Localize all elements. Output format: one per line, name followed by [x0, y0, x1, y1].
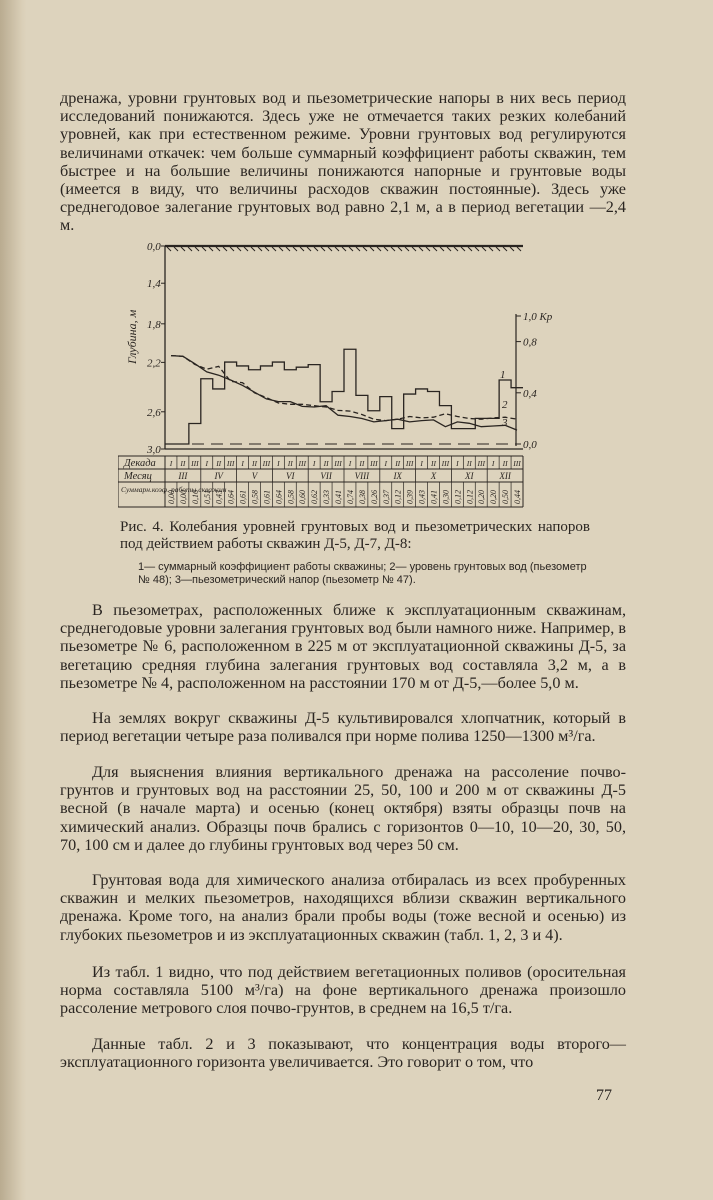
- dekada-cell: I: [384, 459, 388, 468]
- month-cell: IV: [214, 471, 223, 481]
- paragraph-7: Данные табл. 2 и 3 показывают, что концентрация воды второго—эксплуатационного горизонта увеличивается. Это говорит о том, что: [60, 1035, 626, 1072]
- coef-cell: 0,20: [489, 490, 499, 504]
- dekada-cell: II: [466, 459, 472, 468]
- y-tick-right-label: 0,0: [523, 439, 537, 451]
- coef-cell: 0,41: [334, 490, 344, 504]
- paragraph-5: Грунтовая вода для химического анализа отбиралась из всех пробуренных скважин и мелких пьезометров, находящихся вблизи скважин вертикального дренажа. Кроме того, на анализ брали пробы воды (тоже весной и осенью) из глубоких пьезометров и из эксплуатационных скважин (табл. 1, 2, 3 и 4).: [60, 871, 626, 944]
- coef-cell: 0,37: [381, 490, 391, 504]
- dekada-cell: II: [252, 459, 257, 468]
- dekada-cell: III: [405, 459, 414, 468]
- month-cell: IX: [393, 471, 402, 481]
- coef-cell: 0,44: [513, 490, 523, 504]
- month-cell: VIII: [354, 471, 370, 481]
- figure-caption-title: Рис. 4. Колебания уровней грунтовых вод и пьезометрических напоров под действием работы скважин Д-5, Д-7, Д-8:: [120, 519, 590, 552]
- coef-cell: 0,50: [501, 490, 511, 504]
- coef-cell: 0,41: [429, 490, 439, 504]
- coef-cell: 0,61: [262, 490, 272, 504]
- y-tick-left-label: 1,4: [147, 278, 161, 291]
- coef-cell: 0,43: [214, 490, 224, 504]
- coef-cell: 0,26: [369, 490, 379, 504]
- y-tick-left-label: 2,6: [147, 406, 161, 419]
- y-tick-left-label: 3,0: [147, 444, 161, 456]
- dekada-cell: II: [323, 459, 329, 468]
- dekada-cell: I: [241, 459, 244, 468]
- dekada-cell: III: [370, 459, 378, 468]
- figure-4-chart: [118, 236, 558, 508]
- paragraph-4: Для выяснения влияния вертикального дренажа на рассоление почво-грунтов и грунтовых вод на расстоянии 25, 50, 100 и 200 м от скважины Д-5 весной (в начале марта) и осенью (конец октября) взяты образцы почв на химический анализ. Образцы почв брались с горизонтов 0—10, 10—20, 30, 50, 70, 100 см и далее до глубины грунтовых вод через 50 см.: [60, 763, 626, 854]
- dekada-cell: III: [477, 459, 485, 468]
- coef-cell: 0,16: [190, 490, 200, 504]
- row-label-month: Месяц: [124, 471, 152, 482]
- coef-cell: 0,12: [393, 490, 403, 504]
- dekada-cell: III: [334, 459, 342, 468]
- y-axis-label: Глубина, м: [125, 309, 139, 364]
- month-cell: VII: [320, 471, 332, 481]
- dekada-cell: III: [298, 459, 306, 468]
- paragraph-2: В пьезометрах, расположенных ближе к эксплуатационным скважинам, среднегодовые уровни залегания грунтовых вод были намного ниже. Например, в пьезометре № 6, расположенном в 225 м от эксплуатационной скважины Д-5, за вегетацию средняя глубина залегания грунтовых вод составляла 3,2 м, а в пьезометре № 4, расположенном на расстоянии 170 м от Д-5,—более 5,0 м.: [60, 601, 626, 692]
- dekada-cell: II: [431, 459, 436, 468]
- y-tick-right-label: 0,4: [523, 387, 537, 400]
- dekada-cell: III: [513, 459, 521, 468]
- series-1-step-line: [165, 349, 523, 444]
- curve-label-1: 1: [500, 369, 506, 381]
- month-cell: V: [251, 471, 258, 481]
- row-label-dekada: Декада: [124, 458, 156, 469]
- y-tick-left-label: 0,0: [147, 241, 161, 253]
- month-cell: X: [430, 471, 437, 481]
- coef-cell: 0,39: [405, 490, 415, 504]
- dekada-cell: I: [312, 459, 316, 468]
- month-cell: XI: [465, 471, 474, 481]
- dekada-cell: III: [226, 459, 235, 468]
- dekada-cell: I: [348, 459, 352, 468]
- month-cell: III: [178, 471, 188, 481]
- dekada-cell: II: [287, 459, 293, 468]
- figure-legend: 1— суммарный коэффициент работы скважины; 2— уровень грунтовых вод (пьезометр № 48); 3—пьезометрический напор (пьезометр № 47).: [138, 561, 587, 586]
- dekada-cell: II: [502, 459, 508, 468]
- y-tick-right-label: 1,0 Кр: [523, 311, 553, 323]
- coef-cell: 0,62: [310, 490, 320, 504]
- y-tick-left-label: 1,8: [147, 318, 161, 331]
- row-label-coef: Суммарн.коэф. работы скважин: [121, 485, 227, 494]
- paragraph-3: На землях вокруг скважины Д-5 культивировался хлопчатник, который в период вегетации четыре раза поливался при норме полива 1250—1300 м³/га.: [60, 709, 626, 746]
- coef-cell: 0,00: [178, 490, 188, 504]
- curve-label-2: 2: [502, 399, 508, 411]
- coef-cell: 0,64: [274, 490, 284, 504]
- ground-hatching: [167, 247, 521, 251]
- coef-cell: 0,43: [417, 490, 427, 504]
- coef-cell: 0,30: [441, 490, 451, 504]
- dekada-cell: I: [169, 459, 173, 468]
- coef-cell: 0,74: [345, 490, 355, 504]
- coef-cell: 0,20: [477, 490, 487, 504]
- dekada-cell: I: [205, 459, 209, 468]
- paragraph-6: Из табл. 1 видно, что под действием вегетационных поливов (оросительная норма составляла 5100 м³/га) на фоне вертикального дренажа произошло рассоление метрового слоя почво-грунтов, в среднем на 16,5 т/га.: [60, 963, 626, 1018]
- coef-cell: 0,58: [250, 490, 260, 504]
- coef-cell: 0,38: [357, 490, 367, 504]
- y-tick-left-label: 2,2: [147, 357, 161, 370]
- coef-cell: 0,51: [202, 490, 212, 504]
- dekada-cell: III: [441, 459, 450, 468]
- month-cell: VI: [286, 471, 295, 481]
- curve-label-3: 3: [502, 417, 508, 429]
- coef-cell: 0,33: [322, 490, 332, 504]
- y-tick-right-label: 0,8: [523, 336, 537, 349]
- coef-cell: 0,61: [238, 490, 248, 504]
- coef-cell: 0,64: [226, 490, 236, 504]
- dekada-cell: II: [395, 459, 401, 468]
- dekada-cell: I: [277, 459, 280, 468]
- dekada-cell: II: [216, 459, 222, 468]
- dekada-cell: III: [191, 459, 199, 468]
- dekada-cell: II: [180, 459, 186, 468]
- dekada-cell: III: [262, 459, 271, 468]
- figure-caption: [120, 519, 590, 552]
- coef-cell: 0,00: [166, 490, 176, 504]
- dekada-cell: II: [359, 459, 365, 468]
- page-gutter-shadow: [0, 0, 26, 1200]
- paragraph-1: дренажа, уровни грунтовых вод и пьезометрические напоры в них весь период исследований понижаются. Здесь уже не отмечается таких резких колебаний уровней, как при естественном режиме. Уровни грунтовых вод регулируются величинами откачек: чем больше суммарный коэффициент работы скважин, тем быстрее и на большие величины понижаются напорные и грунтовые воды (имеется в виду, что величины расходов скважин постоянные). Здесь уже среднегодовое залегание грунтовых вод равно 2,1 м, а в период вегетации —2,4 м.: [60, 89, 626, 235]
- coef-cell: 0,12: [465, 490, 475, 504]
- dekada-cell: I: [491, 459, 495, 468]
- page-number: 77: [596, 1087, 612, 1104]
- coef-cell: 0,60: [298, 490, 308, 504]
- dekada-cell: I: [420, 459, 423, 468]
- dekada-cell: I: [456, 459, 459, 468]
- month-cell: XII: [499, 471, 511, 481]
- coef-cell: 0,12: [453, 490, 463, 504]
- coef-cell: 0,58: [286, 490, 296, 504]
